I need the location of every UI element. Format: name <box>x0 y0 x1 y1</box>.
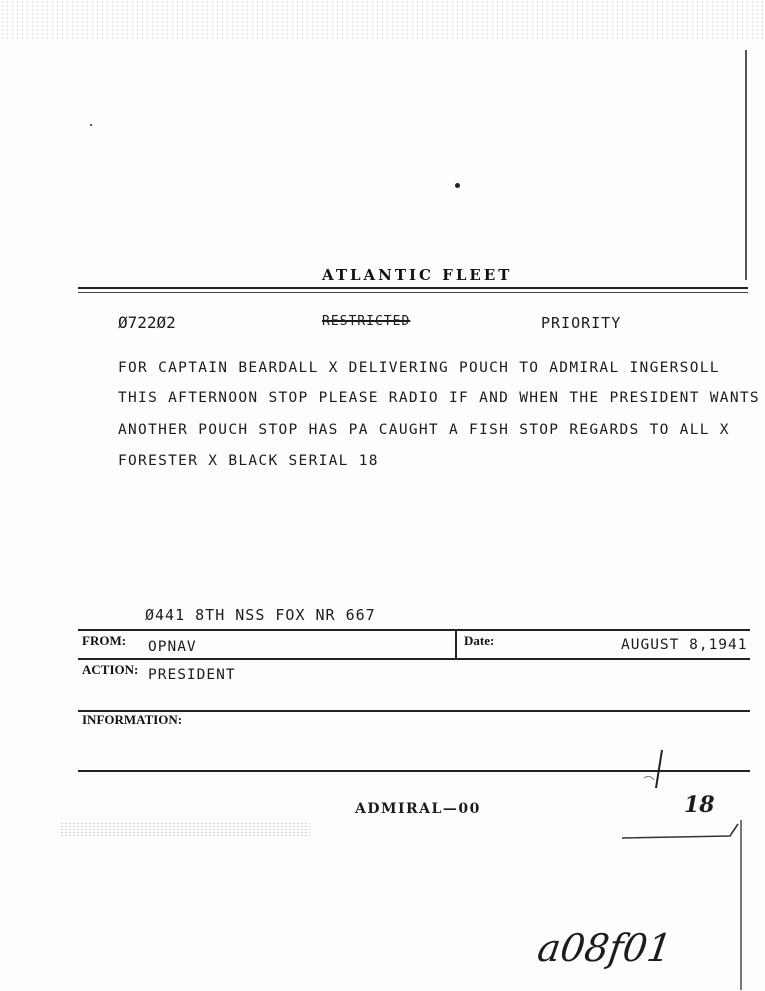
routing-line: Ø441 8TH NSS FOX NR 667 <box>145 606 376 624</box>
from-label: FROM: <box>82 633 127 648</box>
action-label: ACTION: <box>82 662 139 677</box>
form-top-rule <box>78 629 750 631</box>
page-edge-mark <box>745 50 747 280</box>
information-label: INFORMATION: <box>82 712 183 727</box>
date-value: AUGUST 8,1941 <box>621 637 748 653</box>
from-rule <box>78 658 750 660</box>
message-line: FORESTER X BLACK SERIAL 18 <box>118 453 379 469</box>
from-value: OPNAV <box>148 639 197 655</box>
message-line: FOR CAPTAIN BEARDALL X DELIVERING POUCH TO ADMIRAL INGERSOLL <box>118 360 720 376</box>
pen-mark <box>640 748 670 792</box>
message-number: Ø722Ø2 <box>118 313 176 332</box>
pen-stroke <box>620 818 740 842</box>
scan-noise-top <box>0 0 765 40</box>
date-label: Date: <box>464 633 495 648</box>
page-edge-mark <box>740 820 742 990</box>
ink-dot <box>90 124 92 126</box>
office-code: ADMIRAL—00 <box>355 801 481 817</box>
heading-rule <box>78 287 748 289</box>
fleet-heading: ATLANTIC FLEET <box>322 266 513 284</box>
date-divider <box>455 631 457 659</box>
handwritten-page-number: 18 <box>684 792 715 818</box>
precedence: PRIORITY <box>541 314 622 332</box>
ink-dot <box>455 183 460 188</box>
message-line: THIS AFTERNOON STOP PLEASE RADIO IF AND WHEN THE PRESIDENT WANTS <box>118 390 760 406</box>
message-line: ANOTHER POUCH STOP HAS PA CAUGHT A FISH STOP REGARDS TO ALL X <box>118 422 730 438</box>
handwritten-file-code: a08f01 <box>534 926 675 970</box>
scan-noise-band <box>60 822 310 836</box>
classification-struck: RESTRICTED <box>322 314 411 329</box>
heading-rule-thin <box>78 292 748 293</box>
action-value: PRESIDENT <box>148 667 236 683</box>
